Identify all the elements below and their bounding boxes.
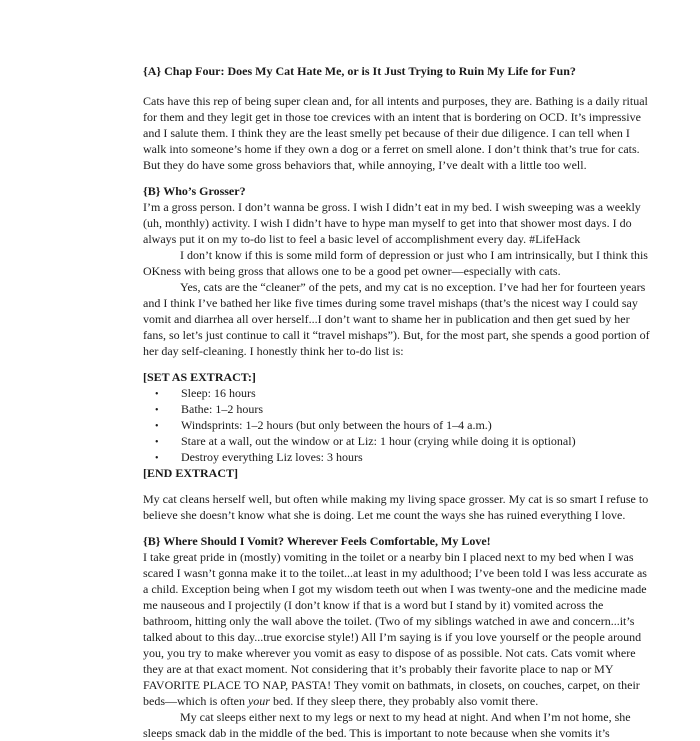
section1-paragraph-1	[143, 199, 641, 247]
text-line: you, you try to make wherever you vomit as easy to dispose of as possible. Not cats. Cats vomit where	[143, 646, 636, 660]
section-heading-where-should-i-vomit: {B} Where Should I Vomit? Wherever Feels Comfortable, My Love!	[143, 534, 491, 548]
text-line: a child. Exception being when I got my wisdom teeth out when I was twenty-one and the medicine made	[143, 582, 647, 596]
text-line: I’m a gross person. I don’t wanna be gross. I wish I didn’t eat in my bed. I wish sweeping was a weekly	[143, 200, 641, 214]
section-heading-whos-grosser: {B} Who’s Grosser?	[143, 184, 246, 198]
text-line: and I salute them. I think they are the least smelly pet because of their due diligence. I can tell when I	[143, 126, 630, 140]
list-item: • Stare at a wall, out the window or at Liz: 1 hour (crying while doing it is optional)	[143, 433, 573, 449]
bullet-icon: •	[155, 405, 159, 416]
section1-paragraph-3	[143, 279, 650, 359]
extract-start-marker: [SET AS EXTRACT:]	[143, 370, 256, 384]
text-line: scared I wasn’t gonna make it to the toilet...at least in my adulthood; I’ve been told I was less accurate as	[143, 566, 647, 580]
text-line: FAVORITE PLACE TO NAP, PASTA! They vomit on bathmats, in closets, on couches, carpet, on their	[143, 678, 640, 692]
bullet-icon: •	[155, 437, 159, 448]
text-line: me nauseous and I projectily (I don’t know if that is a word but I stand by it) vomited across the	[143, 598, 604, 612]
text-line: believe she doesn’t know what she is doing. Let me count the ways she has ruined everything I love.	[143, 508, 626, 522]
list-item: • Sleep: 16 hours	[143, 385, 573, 401]
section2-paragraph-2	[143, 709, 631, 741]
text-line: beds—which is often your bed. If they sleep there, they probably also vomit there.	[143, 694, 539, 708]
text-line: sleeps smack dab in the middle of the bed. This is important to note because when she vomits it’s	[143, 726, 610, 740]
text-line: fans, so let’s just continue to call it “travel mishaps”). But, for the most part, she spends a good portion of	[143, 328, 650, 342]
text-line: Cats have this rep of being super clean and, for all intents and purposes, they are. Bathing is a daily ritual	[143, 94, 648, 108]
section2-paragraph-1	[143, 549, 647, 709]
text-line: (uh, monthly) activity. I wish I didn’t have to hype man myself to get into that shower most days. I do	[143, 216, 632, 230]
text-line: her day self-cleaning. I honestly think her to-do list is:	[143, 344, 404, 358]
list-item: • Windsprints: 1–2 hours (but only between the hours of 1–4 a.m.)	[143, 417, 573, 433]
manuscript-page	[143, 63, 650, 741]
text-line: walk into someone’s home if they own a dog or a ferret on smell alone. I don’t think that’s true for cats.	[143, 142, 640, 156]
italic-emphasis: your	[247, 694, 270, 708]
text-line: they are at that exact moment. Not considering that it’s probably their favorite place to nap or MY	[143, 662, 614, 676]
text-line: I don’t know if this is some mild form of depression or just who I am intrinsically, but I think this	[180, 248, 648, 262]
text-line: and I think I’ve bathed her like five times during some travel mishaps (that’s the nicest way I could say	[143, 296, 638, 310]
text-line: talked about to this day...true exorcise style!) All I’m saying is if you love yourself or the people around	[143, 630, 642, 644]
intro-paragraph	[143, 93, 648, 173]
bullet-icon: •	[155, 453, 159, 464]
chapter-heading: {A} Chap Four: Does My Cat Hate Me, or is It Just Trying to Ruin My Life for Fun?	[143, 64, 576, 78]
text-line: bathroom, hitting only the wall above the toilet. (Two of my siblings watched in awe and concern...it’s	[143, 614, 635, 628]
text-line: for them and they legit get in those toe crevices with an intent that is bordering on OCD. It’s impressive	[143, 110, 641, 124]
bullet-icon: •	[155, 421, 159, 432]
extract-end-marker: [END EXTRACT]	[143, 466, 239, 480]
text-line: My cat sleeps either next to my legs or next to my head at night. And when I’m not home, she	[180, 710, 631, 724]
text-line: I take great pride in (mostly) vomiting in the toilet or a nearby bin I placed next to my bed when I was	[143, 550, 634, 564]
text-line: OKness with being gross that allows one to be a good pet owner—especially with cats.	[143, 264, 561, 278]
text-line: My cat cleans herself well, but often while making my living space grosser. My cat is so smart I refuse to	[143, 492, 649, 506]
extract-bullet-list	[143, 385, 576, 465]
after-extract-paragraph	[143, 491, 649, 523]
bullet-icon: •	[155, 389, 159, 400]
text-line: Yes, cats are the “cleaner” of the pets, and my cat is no exception. I’ve had her for fourteen years	[180, 280, 646, 294]
text-line: But they do have some gross behaviors that, while annoying, I’ve dealt with a little too well.	[143, 158, 587, 172]
text-line: always put it on my to-do list to feel a basic level of accomplishment every day. #LifeHack	[143, 232, 581, 246]
list-item: • Destroy everything Liz loves: 3 hours	[143, 449, 573, 465]
section1-paragraph-2	[143, 247, 648, 279]
text-line: vomit and diarrhea all over herself...I don’t want to shame her in publication and then get sued by her	[143, 312, 630, 326]
list-item: • Bathe: 1–2 hours	[143, 401, 573, 417]
